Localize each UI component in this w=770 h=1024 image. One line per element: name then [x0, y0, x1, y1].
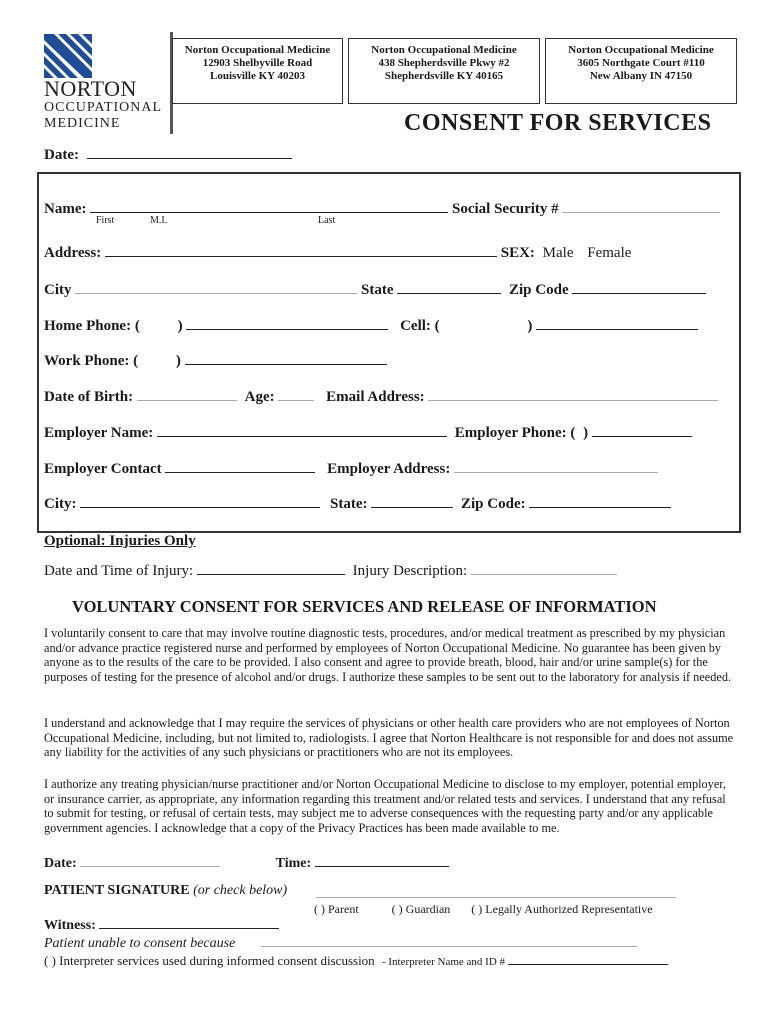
location-box-shepherdsville: [348, 38, 540, 104]
age-label: Age:: [244, 389, 275, 405]
date-row: [44, 144, 292, 164]
employer-state-label: State:: [330, 496, 368, 512]
home-phone-label: Home Phone: (: [44, 318, 140, 334]
optional-heading: Optional: Injuries Only: [44, 533, 196, 549]
interpreter-id-field[interactable]: [508, 950, 668, 965]
dob-row: [44, 386, 718, 406]
sig-time-field[interactable]: [315, 852, 449, 867]
norton-logo: [40, 32, 173, 134]
unable-label: Patient unable to consent because: [44, 936, 236, 951]
location-name: Norton Occupational Medicine: [568, 44, 714, 56]
date-label: Date:: [44, 147, 79, 163]
guardian-checkbox[interactable]: ( ) Guardian: [391, 902, 451, 916]
cell-label: Cell: (: [400, 318, 440, 334]
location-city: Louisville KY 40203: [210, 70, 305, 82]
home-phone-row: [44, 315, 698, 335]
sig-date-row: [44, 852, 449, 872]
location-city: Shepherdsville KY 40165: [384, 70, 504, 82]
patient-signature-label: PATIENT SIGNATURE: [44, 883, 190, 898]
unable-field[interactable]: [261, 932, 637, 947]
employer-contact-row: [44, 458, 658, 478]
employer-zip-field[interactable]: [529, 493, 671, 508]
work-phone-paren: ): [175, 353, 181, 369]
location-name: Norton Occupational Medicine: [371, 44, 517, 56]
sex-male-option[interactable]: Male: [542, 245, 574, 261]
age-field[interactable]: [278, 386, 314, 401]
location-street: 3605 Northgate Court #110: [577, 57, 705, 69]
parent-checkbox[interactable]: ( ) Parent: [314, 902, 359, 916]
city-row: [44, 279, 706, 299]
location-street: 12903 Shelbyville Road: [202, 57, 313, 69]
name-label: Name:: [44, 201, 87, 217]
ssn-label: Social Security #: [451, 201, 559, 217]
name-row: [44, 198, 720, 218]
employer-state-field[interactable]: [371, 493, 453, 508]
witness-label: Witness:: [44, 918, 96, 933]
sig-time-label: Time:: [275, 856, 312, 871]
consent-paragraph-2: I understand and acknowledge that I may require the services of physicians or other health care providers who are not employees of Norton Occupational Medicine, including, but not limited to, radiologists. I agree that Norton Healthcare is not responsible for and does not assume any liability for the activities of any such physicians or practitioners who are not its employees.: [44, 716, 734, 760]
city-label: City: [44, 282, 72, 298]
injury-desc-label: Injury Description:: [352, 563, 468, 579]
location-box-louisville: [172, 38, 343, 104]
ssn-field[interactable]: [562, 198, 720, 213]
employer-contact-field[interactable]: [165, 458, 315, 473]
injury-datetime-field[interactable]: [197, 560, 345, 575]
injury-desc-field[interactable]: [471, 560, 617, 575]
patient-signature-row: [44, 883, 287, 899]
injury-row: [44, 560, 617, 580]
witness-field[interactable]: [99, 914, 279, 929]
sex-label: SEX:: [500, 245, 535, 261]
home-phone-field[interactable]: [186, 315, 388, 330]
consent-paragraph-3: I authorize any treating physician/nurse practitioner and/or Norton Occupational Medicine to disclose to my employer, potential employer, or insurance carrier, as appropriate, any information regarding this treatment and/or related tests and services. I understand that any refusal to submit for testing, or refusal of certain tests, may subject me to adverse consequences with the requesting party and/or any applicable government agencies. I acknowledge that a copy of the Privacy Practices has been made available to me.: [44, 777, 726, 835]
employer-phone-field[interactable]: [592, 422, 692, 437]
employer-phone-paren: ): [583, 425, 589, 441]
logo-medicine: MEDICINE: [44, 116, 121, 131]
patient-signature-field[interactable]: [316, 883, 676, 898]
date-field[interactable]: [87, 144, 292, 159]
work-phone-label: Work Phone: (: [44, 353, 139, 369]
work-phone-field[interactable]: [185, 350, 387, 365]
consent-paragraph-1: I voluntarily consent to care that may involve routine diagnostic tests, procedures, and/or medical treatment as prescribed by my physician and/or advance practice registered nurse and performed by employees of Norton Occupational Medicine. No guarantee has been given by anyone as to the results of the care to be provided. I also consent and agree to provide breath, blood, hair and/or urine sample(s) for the purposes of testing for the presence of alcohol and/or drugs. I authorize these samples to be sent out to the laboratory for analysis if needed.: [44, 626, 732, 684]
cell-field[interactable]: [536, 315, 698, 330]
employer-zip-label: Zip Code:: [461, 496, 526, 512]
employer-city-field[interactable]: [80, 493, 320, 508]
zip-label: Zip Code: [509, 282, 569, 298]
city-field[interactable]: [75, 279, 357, 294]
mi-caption: M.I.: [150, 215, 168, 226]
logo-mark-icon: [44, 34, 92, 78]
consent-title: VOLUNTARY CONSENT FOR SERVICES AND RELEASE OF INFORMATION: [72, 597, 657, 616]
address-label: Address:: [44, 245, 102, 261]
injury-datetime-label: Date and Time of Injury:: [44, 563, 194, 579]
employer-name-label: Employer Name:: [44, 425, 154, 441]
logo-norton: NORTON: [44, 76, 137, 101]
employer-address-field[interactable]: [454, 458, 658, 473]
work-phone-row: [44, 350, 387, 370]
employer-city-label: City:: [44, 496, 77, 512]
zip-field[interactable]: [572, 279, 706, 294]
interpreter-id-label: - Interpreter Name and ID #: [381, 956, 506, 968]
interpreter-checkbox[interactable]: ( ) Interpreter services used during informed consent discussion: [44, 953, 375, 968]
check-below-label: (or check below): [193, 883, 288, 898]
location-city: New Albany IN 47150: [589, 70, 693, 82]
address-field[interactable]: [105, 242, 497, 257]
witness-row: [44, 914, 279, 934]
legal-rep-checkbox[interactable]: ( ) Legally Authorized Representative: [471, 902, 653, 916]
location-street: 438 Shepherdsville Pkwy #2: [378, 57, 510, 69]
dob-field[interactable]: [137, 386, 237, 401]
sig-date-field[interactable]: [80, 852, 220, 867]
sex-female-option[interactable]: Female: [587, 245, 632, 261]
email-label: Email Address:: [326, 389, 425, 405]
employer-contact-label: Employer Contact: [44, 461, 162, 477]
location-box-new-albany: [545, 38, 737, 104]
page-title: CONSENT FOR SERVICES: [404, 110, 712, 136]
first-caption: First: [96, 215, 115, 226]
employer-phone-label: Employer Phone: (: [454, 425, 576, 441]
employer-address-label: Employer Address:: [327, 461, 451, 477]
employer-name-field[interactable]: [157, 422, 447, 437]
email-field[interactable]: [428, 386, 718, 401]
location-name: Norton Occupational Medicine: [184, 44, 331, 56]
state-field[interactable]: [397, 279, 501, 294]
dob-label: Date of Birth:: [44, 389, 134, 405]
state-label: State: [361, 282, 394, 298]
relationship-options: [314, 902, 653, 917]
unable-row: [44, 932, 637, 952]
address-row: [44, 242, 631, 262]
home-phone-paren: ): [177, 318, 183, 334]
sig-date-label: Date:: [44, 856, 77, 871]
interpreter-row: [44, 950, 668, 969]
cell-paren: ): [527, 318, 533, 334]
name-field[interactable]: [90, 198, 448, 213]
employer-city-row: [44, 493, 671, 513]
employer-name-row: [44, 422, 692, 442]
last-caption: Last: [318, 215, 336, 226]
logo-occupational: OCCUPATIONAL: [44, 100, 163, 115]
